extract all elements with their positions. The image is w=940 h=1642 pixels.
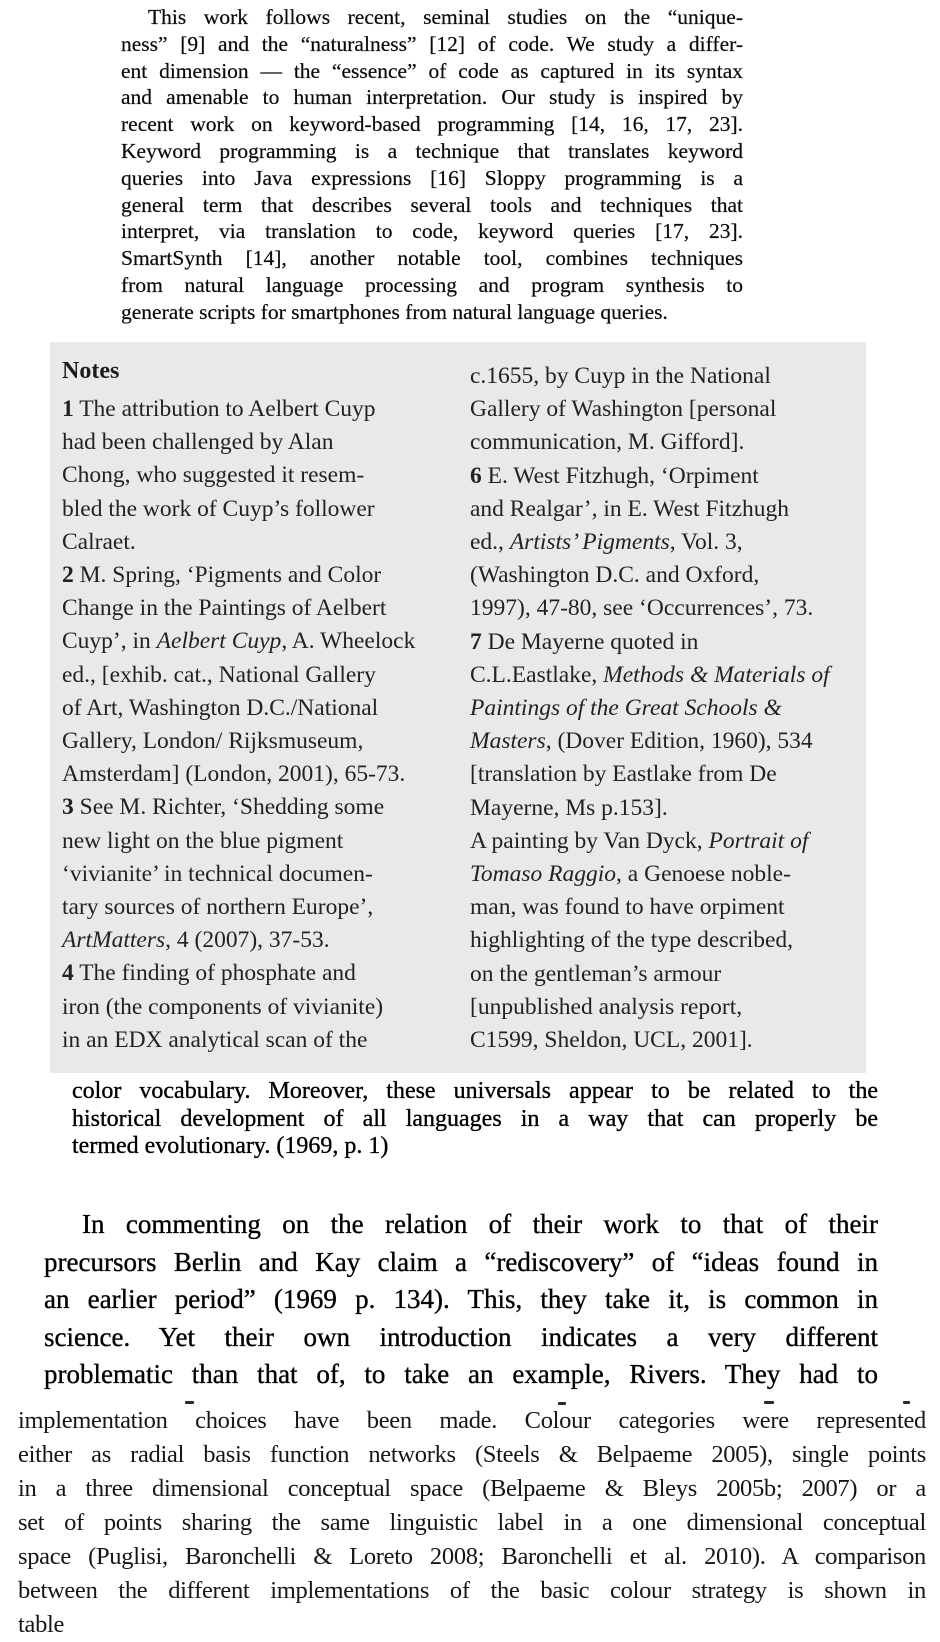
text-line: man, was found to have orpiment xyxy=(470,894,785,921)
text-line: precursors Berlin and Kay claim a “rediscovery” of “ideas found in xyxy=(44,1246,878,1277)
text-line: recent work on keyword-based programming [14, 16, 17, 23]. xyxy=(121,112,743,137)
text-line: between the different implementations of the basic colour strategy is shown in xyxy=(18,1577,926,1604)
text-line: Paintings of the Great Schools & xyxy=(470,695,782,722)
text-line: in an EDX analytical scan of the xyxy=(62,1026,368,1053)
text-line: A painting by Van Dyck, Portrait of xyxy=(470,827,809,854)
text-line: ArtMatters, 4 (2007), 37-53. xyxy=(62,927,330,954)
text-line: ent dimension — the “essence” of code as captured in its syntax xyxy=(121,58,743,83)
text-line: general term that describes several tools and techniques that xyxy=(121,192,743,217)
paper-excerpt-colour-categories xyxy=(18,1404,926,1642)
book-excerpt-berlin-kay xyxy=(44,1206,878,1394)
text-line: communication, M. Gifford]. xyxy=(470,429,745,456)
text-line: in a three dimensional conceptual space (Belpaeme & Bleys 2005b; 2007) or a xyxy=(18,1475,926,1502)
text-line: C.L.Eastlake, Methods & Materials of xyxy=(470,661,830,688)
text-line: ness” [9] and the “naturalness” [12] of code. We study a differ- xyxy=(121,31,743,56)
text-line: 2 M. Spring, ‘Pigments and Color xyxy=(62,562,382,589)
text-line: space (Puglisi, Baronchelli & Loreto 2008; Baronchelli et al. 2010). A comparison xyxy=(18,1543,926,1570)
text-line: termed evolutionary. (1969, p. 1) xyxy=(72,1133,389,1159)
text-line: 1997), 47-80, see ‘Occurrences’, 73. xyxy=(470,595,814,622)
text-line: Amsterdam] (London, 2001), 65-73. xyxy=(62,761,406,788)
text-line: and Realgar’, in E. West Fitzhugh xyxy=(470,495,789,522)
text-line: problematic than that of, to take an example, Rivers. They had to xyxy=(44,1359,878,1390)
text-line: highlighting of the type described, xyxy=(470,927,794,954)
text-line: Masters, (Dover Edition, 1960), 534 xyxy=(470,728,813,755)
text-line: Gallery of Washington [personal xyxy=(470,396,777,423)
text-line: Change in the Paintings of Aelbert xyxy=(62,595,387,622)
text-line: 6 E. West Fitzhugh, ‘Orpiment xyxy=(470,462,759,489)
text-line: iron (the components of vivianite) xyxy=(62,993,384,1020)
text-line: [translation by Eastlake from De xyxy=(470,761,777,788)
text-line: implementation choices have been made. Colour categories were represented xyxy=(18,1407,926,1434)
text-line: Cuyp’, in Aelbert Cuyp, A. Wheelock xyxy=(62,628,416,655)
text-line: ‘vivianite’ in technical documen- xyxy=(62,860,373,887)
text-line: [unpublished analysis report, xyxy=(470,993,743,1020)
text-line: from natural language processing and program synthesis to xyxy=(121,272,743,297)
text-line: color vocabulary. Moreover, these universals appear to be related to the xyxy=(72,1078,878,1104)
text-line: ed., [exhib. cat., National Gallery xyxy=(62,661,376,688)
text-line: Gallery, London/ Rijksmuseum, xyxy=(62,728,364,755)
paper-excerpt-keyword-programming xyxy=(121,4,743,326)
text-line: table xyxy=(18,1611,65,1638)
notes-right-column xyxy=(470,360,862,1057)
text-line: interpret, via translation to code, keyword queries [17, 23]. xyxy=(121,219,743,244)
text-line: on the gentleman’s armour xyxy=(470,960,722,987)
text-line: of Art, Washington D.C./National xyxy=(62,694,379,721)
text-line: tary sources of northern Europe’, xyxy=(62,894,374,921)
text-line: bled the work of Cuyp’s follower xyxy=(62,495,375,522)
text-line: 3 See M. Richter, ‘Shedding some xyxy=(62,794,385,821)
text-line: had been challenged by Alan xyxy=(62,429,334,456)
text-line: 1 The attribution to Aelbert Cuyp xyxy=(62,396,376,422)
text-line: c.1655, by Cuyp in the National xyxy=(470,363,771,389)
text-line: and amenable to human interpretation. Our study is inspired by xyxy=(121,85,743,110)
text-line: an earlier period” (1969 p. 134). This, they take it, is common in xyxy=(44,1284,878,1315)
text-line: Chong, who suggested it resem- xyxy=(62,462,365,489)
text-line: In commenting on the relation of their work to that of their xyxy=(82,1209,878,1239)
text-line: new light on the blue pigment xyxy=(62,827,344,854)
text-line: Keyword programming is a technique that translates keyword xyxy=(121,138,743,163)
text-line: Calraet. xyxy=(62,528,136,555)
text-line: C1599, Sheldon, UCL, 2001]. xyxy=(470,1027,753,1054)
text-line: science. Yet their own introduction indicates a very different xyxy=(44,1321,878,1352)
text-line: 4 The finding of phosphate and xyxy=(62,960,356,987)
text-line: generate scripts for smartphones from natural language queries. xyxy=(121,299,668,324)
notes-left-column xyxy=(62,393,444,1057)
text-line: set of points sharing the same linguistic label in a one dimensional conceptual xyxy=(18,1509,926,1536)
text-line: historical development of all languages in a way that can properly be xyxy=(72,1105,878,1132)
text-line: Tomaso Raggio, a Genoese noble- xyxy=(470,861,791,888)
text-line: either as radial basis function networks (Steels & Belpaeme 2005), single points xyxy=(18,1441,926,1468)
text-line: (Washington D.C. and Oxford, xyxy=(470,562,760,589)
notes-heading: Notes xyxy=(62,358,120,384)
book-excerpt-color-universals xyxy=(72,1078,878,1161)
text-line: 7 De Mayerne quoted in xyxy=(470,628,699,655)
text-line: Mayerne, Ms p.153]. xyxy=(470,794,668,821)
text-line: SmartSynth [14], another notable tool, combines techniques xyxy=(121,246,743,271)
text-line: ed., Artists’ Pigments, Vol. 3, xyxy=(470,529,743,556)
text-line: This work follows recent, seminal studies on the “unique- xyxy=(148,5,743,29)
text-line: queries into Java expressions [16] Sloppy programming is a xyxy=(121,165,743,190)
